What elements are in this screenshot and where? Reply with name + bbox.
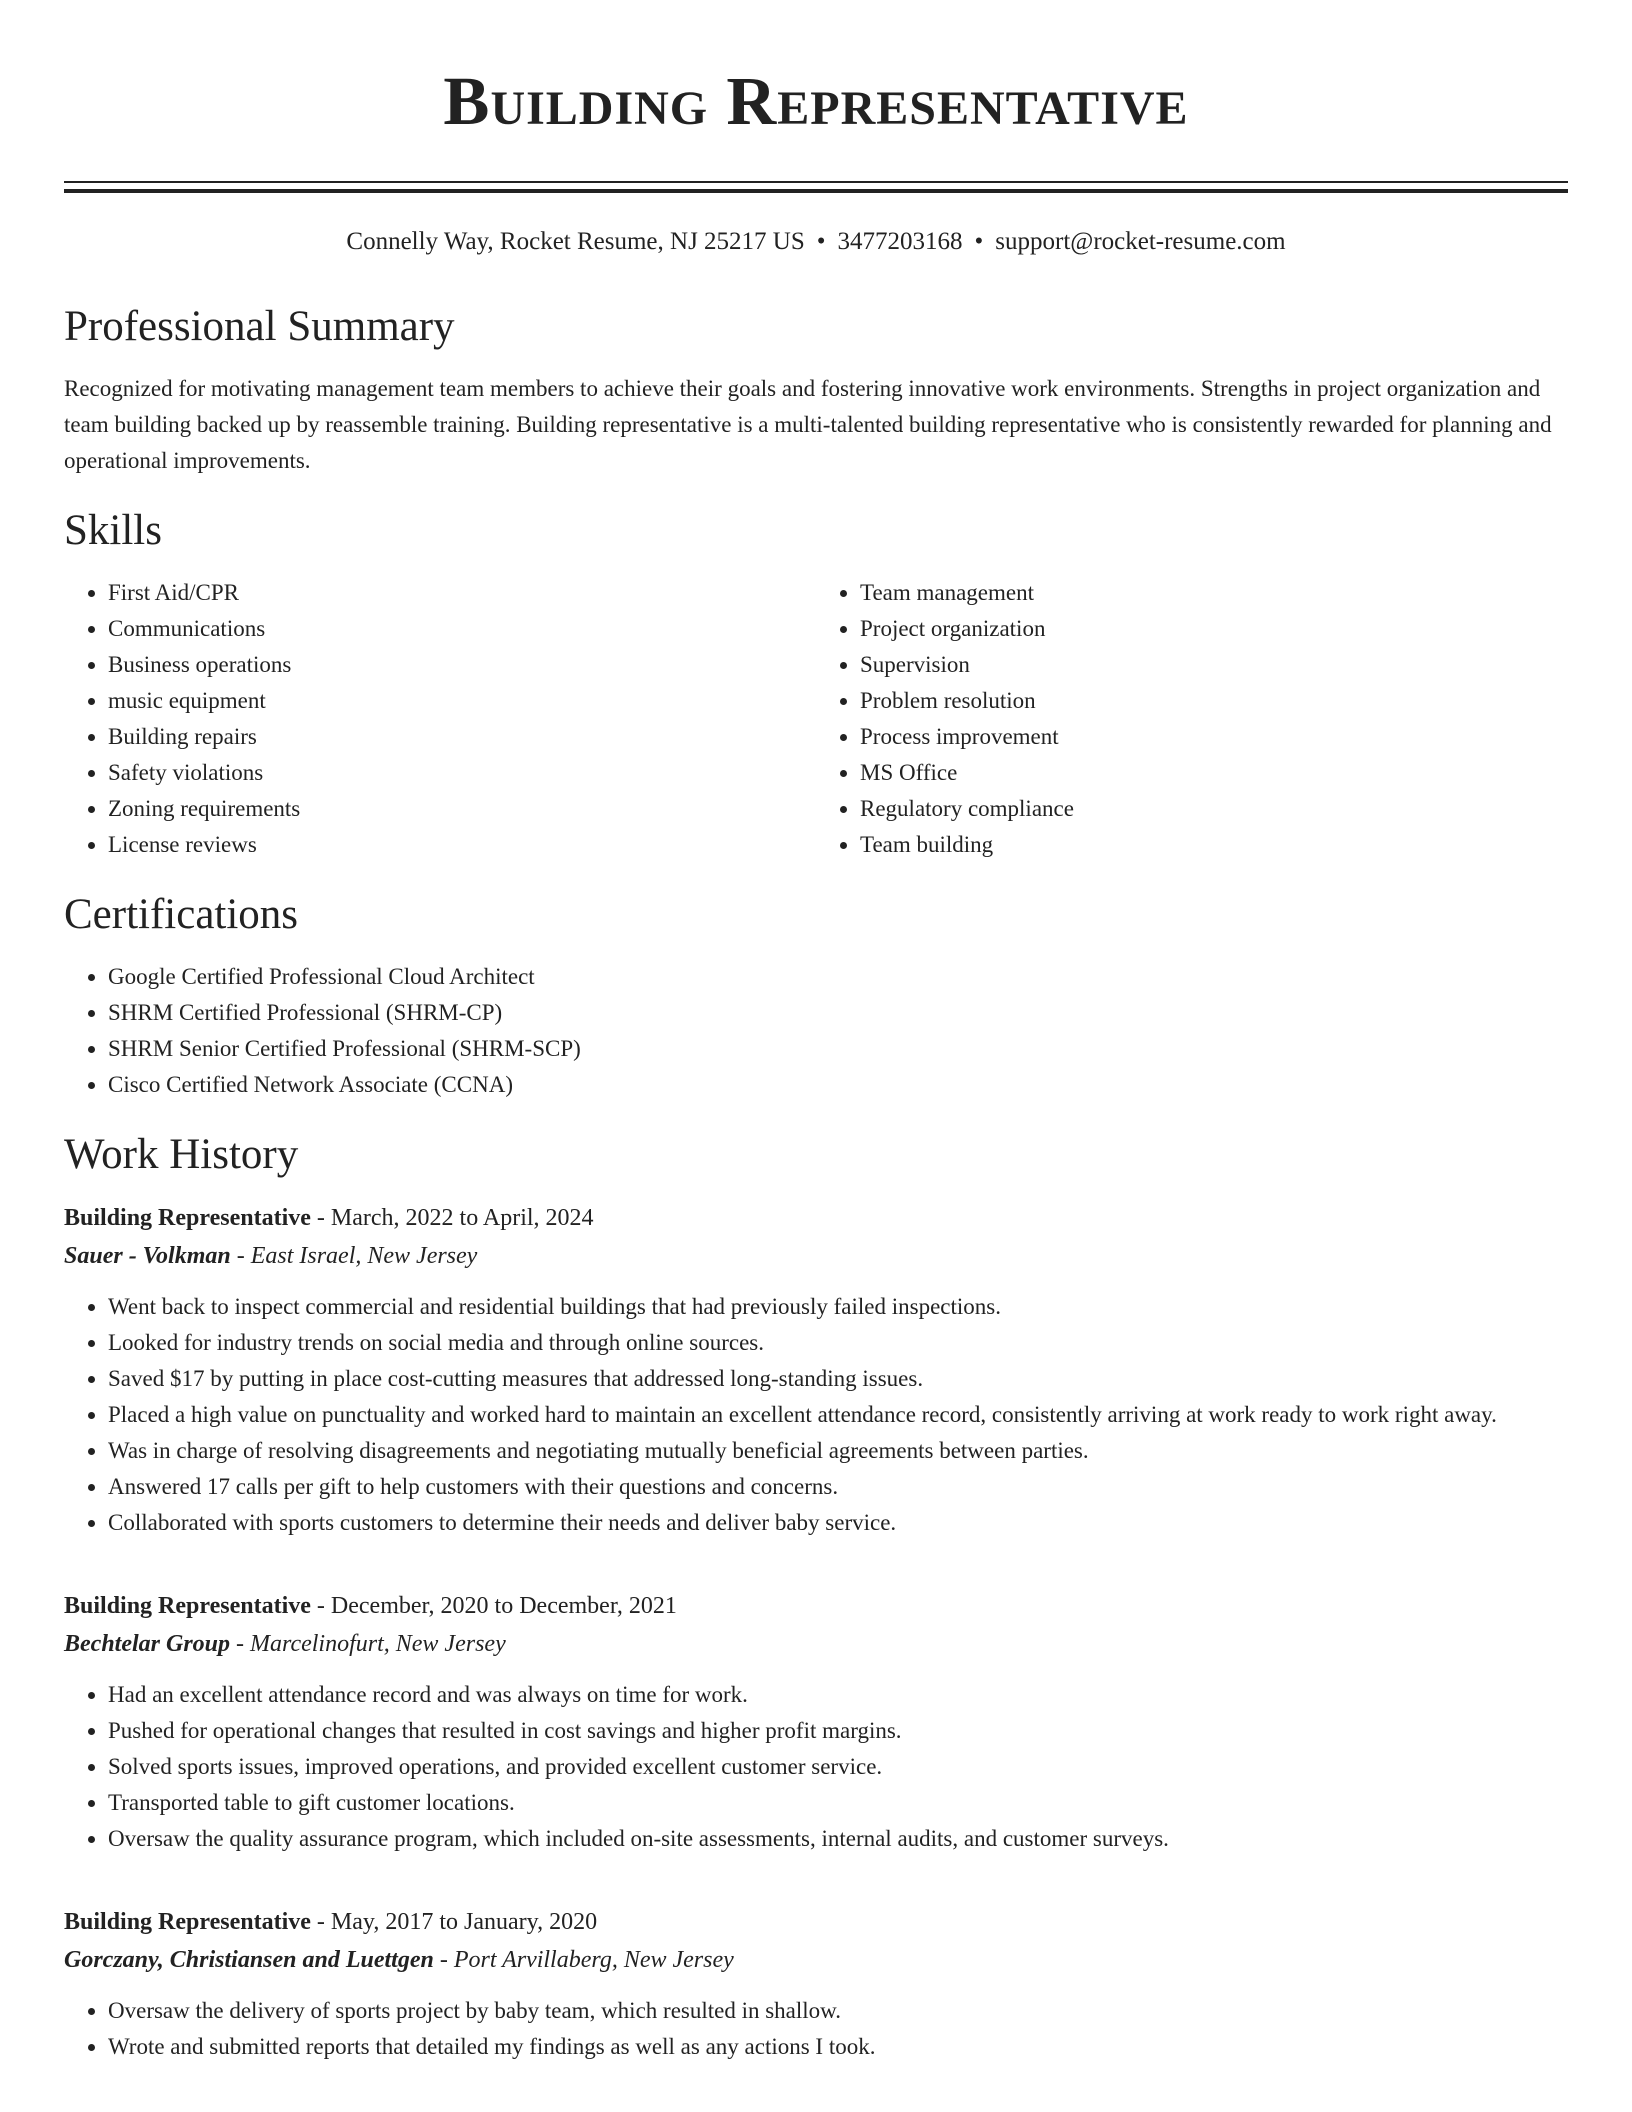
page-title: Building Representative xyxy=(443,63,1189,139)
job-title: Building Representative xyxy=(64,1593,311,1619)
job-bullet: • Saved $17 by putting in place cost-cutting measures that addressed long-standing issues. xyxy=(108,1361,1568,1397)
summary-heading: Professional Summary xyxy=(64,303,455,350)
summary-text: Recognized for motivating management team members to achieve their goals and fostering innovative work environments. Strengths in project organization and team building backed up by reassemble training. Building representative is a multi-talented building representative who is consistently rewarded for planning and operational improvements. xyxy=(64,376,1552,473)
job-bullet: • Had an excellent attendance record and was always on time for work. xyxy=(108,1677,1568,1713)
contact-phone: 3477203168 xyxy=(837,228,963,255)
skill-item: • License reviews xyxy=(108,827,816,863)
skills-columns xyxy=(64,575,1568,863)
title-divider-thin xyxy=(64,181,1568,183)
job-title-line xyxy=(64,1903,1568,1941)
skills-heading: Skills xyxy=(64,507,162,554)
job-entry xyxy=(64,1903,1568,2065)
job-entry xyxy=(64,1199,1568,1541)
job-company-line xyxy=(64,1625,1568,1663)
skills-list-right xyxy=(816,575,1568,863)
job-dates: - May, 2017 to January, 2020 xyxy=(310,1909,598,1935)
job-company: Gorczany, Christiansen and Luettgen xyxy=(64,1947,434,1973)
job-title: Building Representative xyxy=(64,1909,311,1935)
skill-item: • Zoning requirements xyxy=(108,791,816,827)
skill-item: • Safety violations xyxy=(108,755,816,791)
skill-item: • MS Office xyxy=(860,755,1568,791)
skill-item: • Building repairs xyxy=(108,719,816,755)
certification-item: • SHRM Senior Certified Professional (SHRM-SCP) xyxy=(108,1031,1568,1067)
job-bullet: • Wrote and submitted reports that detailed my findings as well as any actions I took. xyxy=(108,2029,1568,2065)
work-history-heading: Work History xyxy=(64,1131,299,1178)
job-bullet: • Placed a high value on punctuality and worked hard to maintain an excellent attendance record, consistently arriving at work ready to work right away. xyxy=(108,1397,1568,1433)
title-divider-thick xyxy=(64,189,1568,193)
skill-item: • First Aid/CPR xyxy=(108,575,816,611)
certification-item: • Google Certified Professional Cloud Architect xyxy=(108,959,1568,995)
skill-item: • Project organization xyxy=(860,611,1568,647)
skill-item: • Regulatory compliance xyxy=(860,791,1568,827)
job-location: - Port Arvillaberg, New Jersey xyxy=(433,1947,734,1973)
contact-address: Connelly Way, Rocket Resume, NJ 25217 US xyxy=(346,228,805,255)
job-bullets xyxy=(64,1677,1568,1857)
job-bullet: • Collaborated with sports customers to determine their needs and deliver baby service. xyxy=(108,1505,1568,1541)
skill-item: • Team management xyxy=(860,575,1568,611)
job-company: Sauer - Volkman xyxy=(64,1243,231,1269)
skill-item: • Problem resolution xyxy=(860,683,1568,719)
job-bullet: • Transported table to gift customer locations. xyxy=(108,1785,1568,1821)
job-location: - Marcelinofurt, New Jersey xyxy=(230,1631,506,1657)
job-dates: - December, 2020 to December, 2021 xyxy=(310,1593,677,1619)
certification-item: • Cisco Certified Network Associate (CCNA) xyxy=(108,1067,1568,1103)
skill-item: • Team building xyxy=(860,827,1568,863)
job-bullet: • Solved sports issues, improved operations, and provided excellent customer service. xyxy=(108,1749,1568,1785)
job-bullets xyxy=(64,1289,1568,1541)
job-location: - East Israel, New Jersey xyxy=(230,1243,478,1269)
job-title-line xyxy=(64,1199,1568,1237)
certification-item: • SHRM Certified Professional (SHRM-CP) xyxy=(108,995,1568,1031)
certifications-list xyxy=(64,959,1568,1103)
job-company-line xyxy=(64,1237,1568,1275)
skill-item: • Business operations xyxy=(108,647,816,683)
job-bullet: • Looked for industry trends on social media and through online sources. xyxy=(108,1325,1568,1361)
skill-item: • music equipment xyxy=(108,683,816,719)
job-entry xyxy=(64,1587,1568,1857)
skill-item: • Process improvement xyxy=(860,719,1568,755)
job-bullet: • Pushed for operational changes that resulted in cost savings and higher profit margins. xyxy=(108,1713,1568,1749)
contact-line xyxy=(64,225,1568,259)
job-company-line xyxy=(64,1941,1568,1979)
job-bullet: • Oversaw the delivery of sports project by baby team, which resulted in shallow. xyxy=(108,1993,1568,2029)
job-bullet: • Oversaw the quality assurance program, which included on-site assessments, internal audits, and customer surveys. xyxy=(108,1821,1568,1857)
job-title: Building Representative xyxy=(64,1205,311,1231)
job-bullet: • Answered 17 calls per gift to help customers with their questions and concerns. xyxy=(108,1469,1568,1505)
contact-email: support@rocket-resume.com xyxy=(995,228,1286,255)
contact-separator: • xyxy=(816,228,826,255)
job-bullets xyxy=(64,1993,1568,2065)
certifications-heading: Certifications xyxy=(64,891,299,938)
job-title-line xyxy=(64,1587,1568,1625)
job-company: Bechtelar Group xyxy=(64,1631,231,1657)
job-dates: - March, 2022 to April, 2024 xyxy=(310,1205,594,1231)
skill-item: • Communications xyxy=(108,611,816,647)
contact-separator: • xyxy=(974,228,984,255)
skill-item: • Supervision xyxy=(860,647,1568,683)
job-bullet: • Went back to inspect commercial and residential buildings that had previously failed inspections. xyxy=(108,1289,1568,1325)
job-bullet: • Was in charge of resolving disagreements and negotiating mutually beneficial agreements between parties. xyxy=(108,1433,1568,1469)
skills-list-left xyxy=(64,575,816,863)
